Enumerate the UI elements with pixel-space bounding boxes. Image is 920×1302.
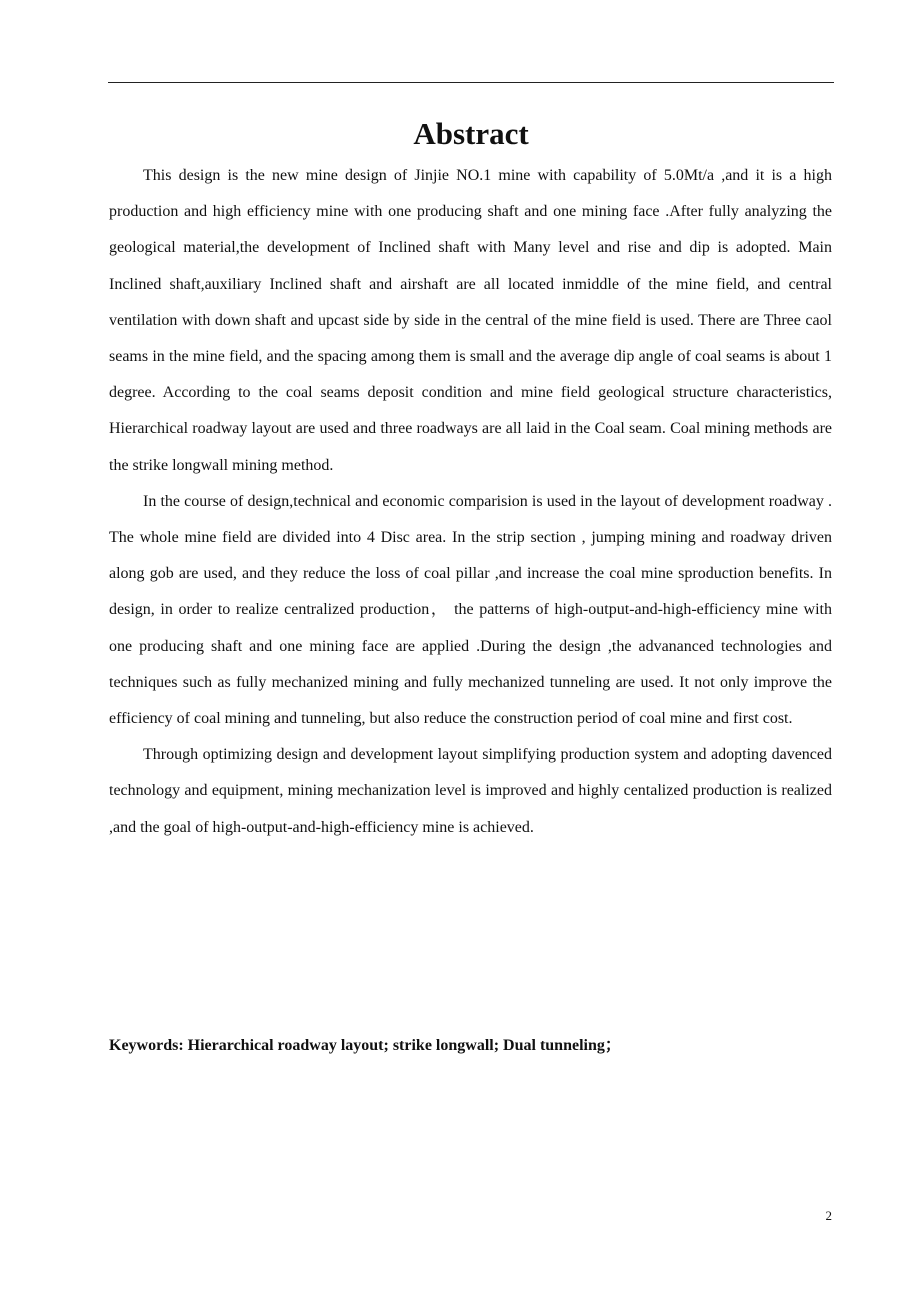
page-number: 2 [825, 1208, 832, 1223]
header-rule [108, 82, 834, 83]
abstract-paragraph-3: Through optimizing design and development layout simplifying production system and adopting davenced technology and equipment, mining mechanization level is improved and highly centalized production is realized ,and the goal of high-output-and-high-efficiency mine is achieved. [109, 746, 832, 836]
abstract-paragraph-2: In the course of design,technical and economic comparision is used in the layout of development roadway . The whole mine field are divided into 4 Disc area. In the strip section , jumping mining and roadway driven along gob are used, and they reduce the loss of coal pillar ,and increase the coal mine sproduction benefits. In design, in order to realize centralized production， the patterns of high-output-and-high-efficiency mine with one producing shaft and one mining face are applied .During the design ,the advananced technologies and techniques such as fully mechanized mining and fully mechanized tunneling are used. It not only improve the efficiency of coal mining and tunneling, but also reduce the construction period of coal mine and first cost. [109, 492, 832, 728]
keywords-line: Keywords: Hierarchical roadway layout; strike longwall; Dual tunneling； [109, 1037, 621, 1054]
abstract-paragraph-1: This design is the new mine design of Jinjie NO.1 mine with capability of 5.0Mt/a ,and it is a high production and high efficiency mine with one producing shaft and one mining face .After fully analyzing the geological material,the development of Inclined shaft with Many level and rise and dip is adopted. Main Inclined shaft,auxiliary Inclined shaft and airshaft are all located inmiddle of the mine field, and central ventilation with down shaft and upcast side by side in the central of the mine field is used. There are Three caol seams in the mine field, and the spacing among them is small and the average dip angle of coal seams is about 1 degree. According to the coal seams deposit condition and mine field geological structure characteristics, Hierarchical roadway layout are used and three roadways are all laid in the Coal seam. Coal mining methods are the strike longwall mining method. [109, 167, 832, 474]
page-title: Abstract [413, 116, 529, 151]
abstract-body [109, 158, 832, 846]
